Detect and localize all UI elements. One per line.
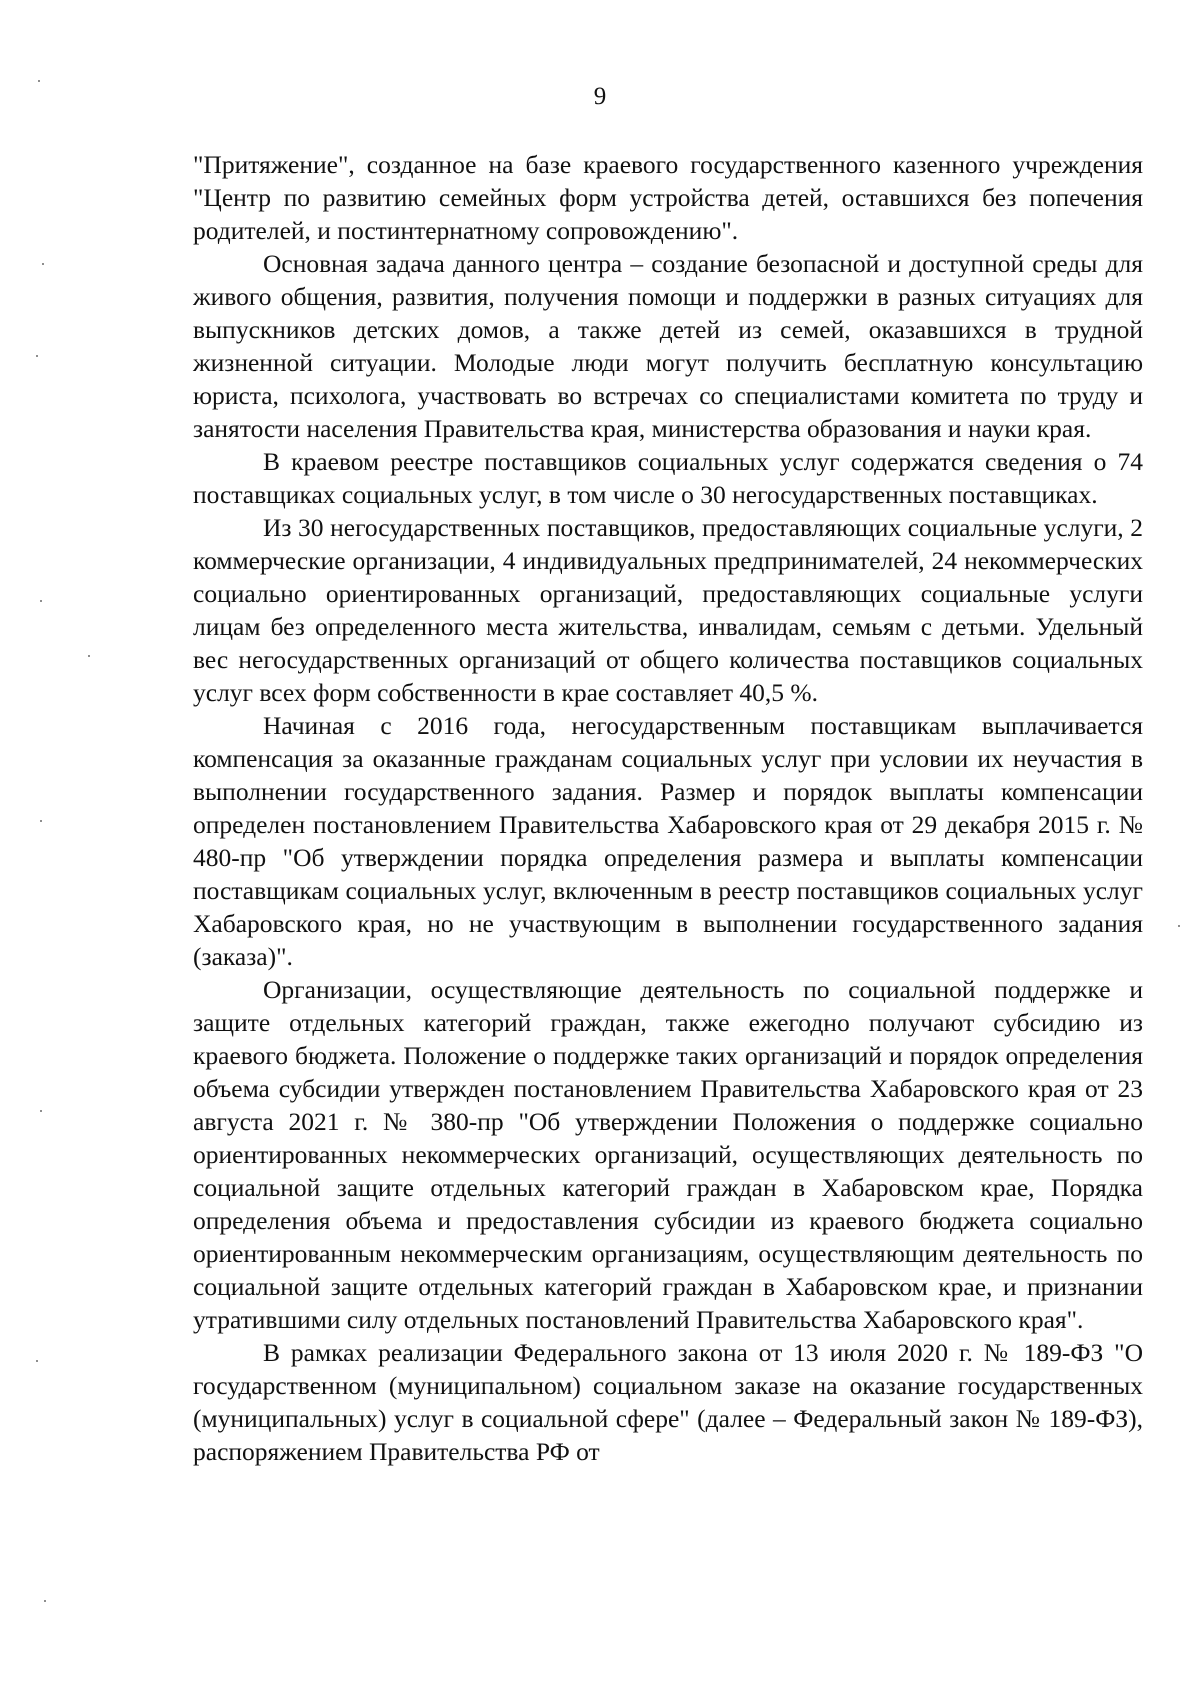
- scan-artifact: [40, 600, 42, 602]
- scan-artifact: [36, 1360, 38, 1362]
- scan-artifact: [1178, 925, 1180, 927]
- paragraph-6: Организации, осуществляющие деятельность по социальной поддержке и защите отдельных категорий граждан, также ежегодно получают субсидию из краевого бюджета. Положение о поддержке таких организаций и порядок определения объема субсидии утвержден постановлением Правительства Хабаровского края от 23 августа 2021 г. № 380-пр "Об утверждении Положения о поддержке социально ориентированных некоммерческих организаций, осуществляющих деятельность по социальной защите отдельных категорий граждан в Хабаровском крае, Порядка определения объема и предоставления субсидии из краевого бюджета социально ориентированным некоммерческим организациям, осуществляющим деятельность по социальной защите отдельных категорий граждан в Хабаровском крае, и признании утратившими силу отдельных постановлений Правительства Хабаровского края".: [193, 975, 1143, 1334]
- scan-artifact: [42, 263, 44, 265]
- paragraph-5: Начиная с 2016 года, негосударственным поставщикам выплачивается компенсация за оказанные гражданам социальных услуг при условии их неучастия в выполнении государственного задания. Размер и порядок выплаты компенсации определен постановлением Правительства Хабаровского края от 29 декабря 2015 г. № 480-пр "Об утверждении порядка определения размера и выплаты компенсации поставщикам социальных услуг, включенным в реестр поставщиков социальных услуг Хабаровского края, но не участвующим в выполнении государственного задания (заказа)".: [193, 711, 1143, 971]
- scan-artifact: [44, 1600, 46, 1602]
- scan-artifact: [36, 355, 38, 357]
- document-body: [193, 148, 1143, 1468]
- scan-artifact: [38, 80, 40, 82]
- scan-artifact: [88, 655, 90, 657]
- page-number: 9: [593, 83, 607, 110]
- paragraph-1: "Притяжение", созданное на базе краевого государственного казенного учреждения "Центр по развитию семейных форм устройства детей, оставшихся без попечения родителей, и постинтернатному сопровождению".: [193, 150, 1143, 245]
- scan-artifact: [40, 1110, 42, 1112]
- paragraph-4: Из 30 негосударственных поставщиков, предоставляющих социальные услуги, 2 коммерческие организации, 4 индивидуальных предпринимателей, 24 некоммерческих социально ориентированных организаций, предоставляющих социальные услуги лицам без определенного места жительства, инвалидам, семьям с детьми. Удельный вес негосударственных организаций от общего количества поставщиков социальных услуг всех форм собственности в крае составляет 40,5 %.: [193, 513, 1143, 707]
- paragraph-7: В рамках реализации Федерального закона от 13 июля 2020 г. № 189-ФЗ "О государственном (муниципальном) социальном заказе на оказание государственных (муниципальных) услуг в социальной сфере" (далее – Федеральный закон № 189-ФЗ), распоряжением Правительства РФ от: [193, 1338, 1143, 1466]
- scan-artifact: [40, 820, 42, 822]
- paragraph-3: В краевом реестре поставщиков социальных услуг содержатся сведения о 74 поставщиках социальных услуг, в том числе о 30 негосударственных поставщиках.: [193, 447, 1143, 509]
- paragraph-2: Основная задача данного центра – создание безопасной и доступной среды для живого общения, развития, получения помощи и поддержки в разных ситуациях для выпускников детских домов, а также детей из семей, оказавшихся в трудной жизненной ситуации. Молодые люди могут получить бесплатную консультацию юриста, психолога, участвовать во встречах со специалистами комитета по труду и занятости населения Правительства края, министерства образования и науки края.: [193, 249, 1143, 443]
